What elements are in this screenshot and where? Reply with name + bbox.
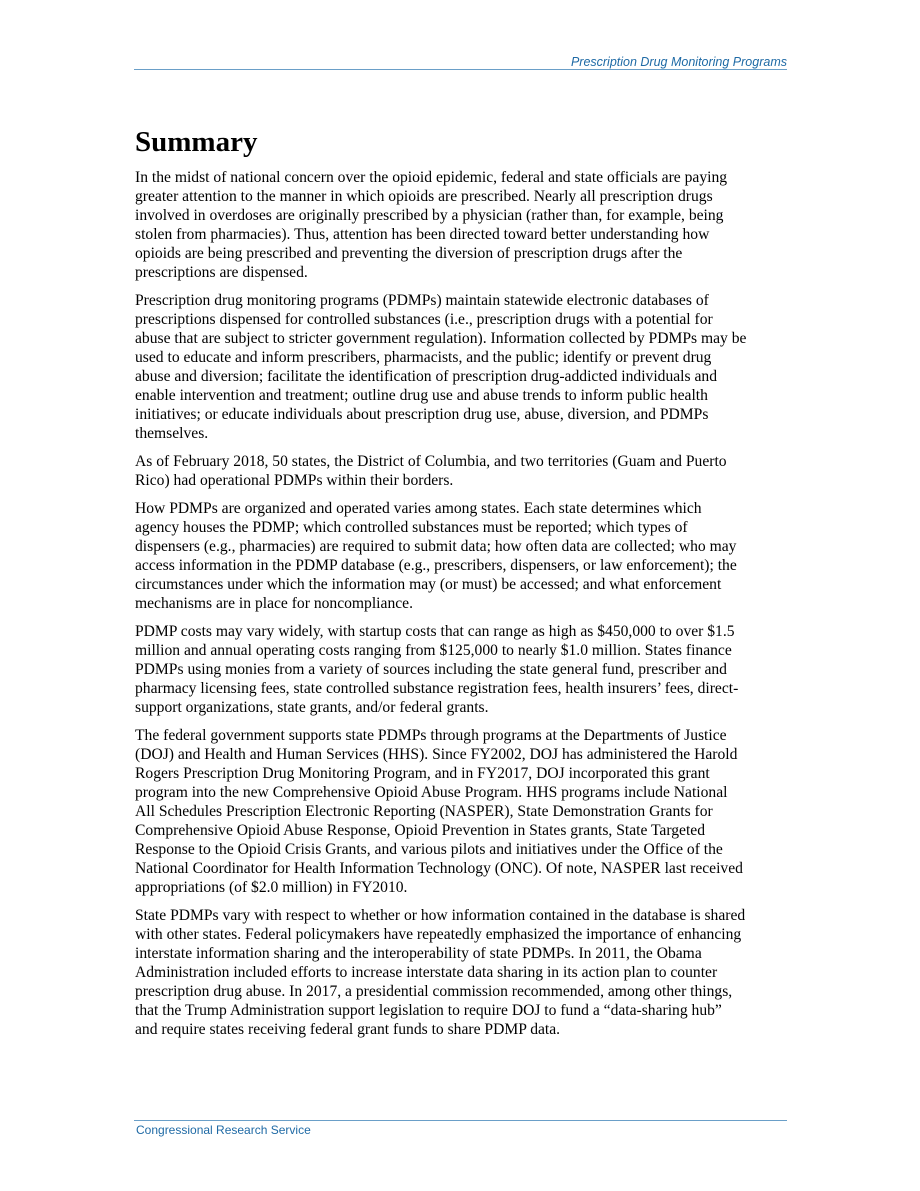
paragraph-opioid-concern: In the midst of national concern over the opioid epidemic, federal and state officials are paying greater attention to the manner in which opioids are prescribed. Nearly all prescription drugs involved in overdoses are originally prescribed by a physician (rather than, for example, being stolen from pharmacies). Thus, attention has been directed toward better understanding how opioids are being prescribed and preventing the diversion of prescription drugs after the prescriptions are dispensed. <box>135 169 728 281</box>
header-divider <box>134 69 787 70</box>
section-title: Summary <box>135 126 258 158</box>
paragraph-pdmp-organization: How PDMPs are organized and operated varies among states. Each state determines which agency houses the PDMP; which controlled substances must be reported; which types of dispensers (e.g., pharmacies) are required to submit data; how often data are collected; who may access information in the PDMP database (e.g., prescribers, dispensers, or law enforcement); the circumstances under which the information may (or must) be accessed; and what enforcement mechanisms are in place for noncompliance. <box>135 500 737 612</box>
paragraph-pdmp-definition: Prescription drug monitoring programs (PDMPs) maintain statewide electronic databases of prescriptions dispensed for controlled substances (i.e., prescription drugs with a potential for abuse that are subject to stricter government regulation). Information collected by PDMPs may be used to educate and inform prescribers, pharmacists, and the public; identify or prevent drug abuse and diversion; facilitate the identification of prescription drug-addicted individuals and enable intervention and treatment; outline drug use and abuse trends to inform public health initiatives; or educate individuals about prescription drug use, abuse, diversion, and PDMPs themselves. <box>135 292 747 442</box>
running-header-title: Prescription Drug Monitoring Programs <box>570 55 787 69</box>
document-body <box>135 122 787 1048</box>
paragraph-pdmp-status: As of February 2018, 50 states, the District of Columbia, and two territories (Guam and Puerto Rico) had operational PDMPs within their borders. <box>135 453 727 489</box>
paragraph-pdmp-costs: PDMP costs may vary widely, with startup costs that can range as high as $450,000 to over $1.5 million and annual operating costs ranging from $125,000 to nearly $1.0 million. States finance PDMPs using monies from a variety of sources including the state general fund, prescriber and pharmacy licensing fees, state controlled substance registration fees, health insurers’ fees, direct- support organizations, state grants, and/or federal grants. <box>135 623 739 716</box>
paragraph-federal-support: The federal government supports state PDMPs through programs at the Departments of Justice (DOJ) and Health and Human Services (HHS). Since FY2002, DOJ has administered the Harold Rogers Prescription Drug Monitoring Program, and in FY2017, DOJ incorporated this grant program into the new Comprehensive Opioid Abuse Program. HHS programs include National All Schedules Prescription Electronic Reporting (NASPER), State Demonstration Grants for Comprehensive Opioid Abuse Response, Opioid Prevention in States grants, State Targeted Response to the Opioid Crisis Grants, and various pilots and initiatives under the Office of the National Coordinator for Health Information Technology (ONC). Of note, NASPER last received appropriations (of $2.0 million) in FY2010. <box>135 727 743 896</box>
paragraph-interstate-sharing: State PDMPs vary with respect to whether or how information contained in the database is shared with other states. Federal policymakers have repeatedly emphasized the importance of enhancing interstate information sharing and the interoperability of state PDMPs. In 2011, the Obama Administration included efforts to increase interstate data sharing in its action plan to counter prescription drug abuse. In 2017, a presidential commission recommended, among other things, that the Trump Administration support legislation to require DOJ to fund a “data-sharing hub” and require states receiving federal grant funds to share PDMP data. <box>135 907 746 1038</box>
footer-publisher: Congressional Research Service <box>136 1123 311 1137</box>
footer-divider <box>134 1120 787 1121</box>
